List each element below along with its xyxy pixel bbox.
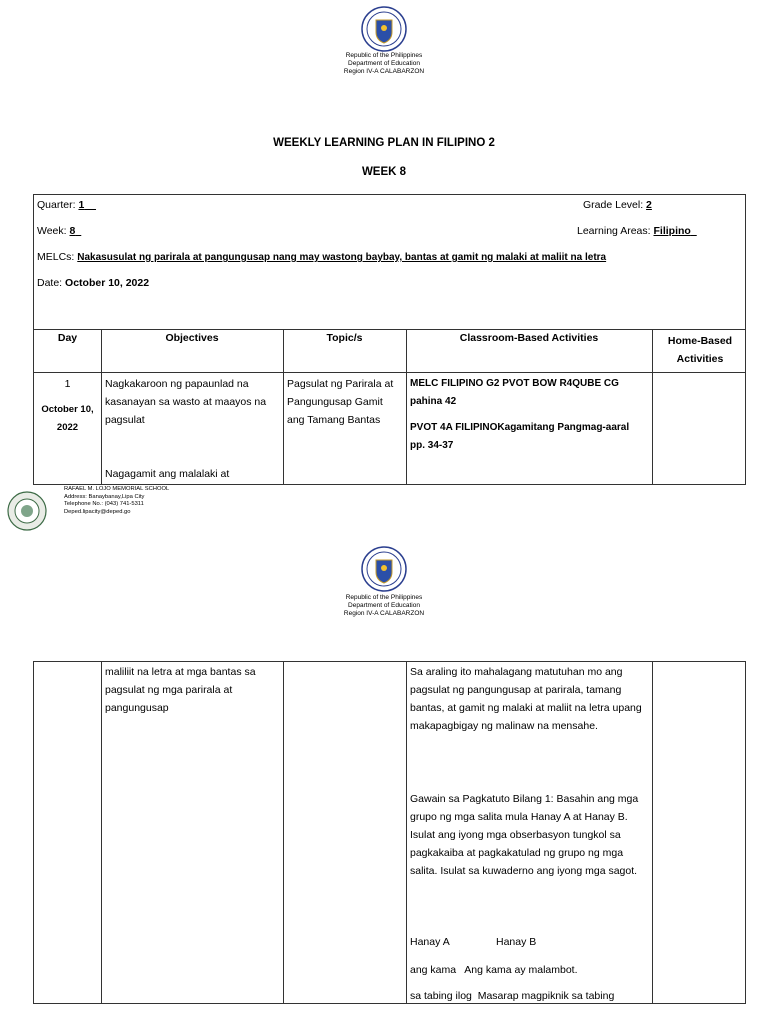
- agency-header-2: [0, 594, 768, 618]
- quarter-label: Quarter:: [37, 199, 76, 211]
- header-line-2: Department of Education: [348, 60, 420, 67]
- plan-table-continued: [33, 661, 746, 1004]
- date-value: October 10, 2022: [65, 277, 150, 289]
- col-header-day: Day: [57, 332, 78, 344]
- row1-objective-2: Nagagamit ang malalaki at: [105, 468, 230, 480]
- example-2: sa tabing ilog Masarap magpiknik sa tabing: [410, 990, 615, 1002]
- footer-school: RAFAEL M. LOJO MEMORIAL SCHOOL: [64, 486, 170, 492]
- school-seal-icon: [7, 491, 47, 531]
- school-footer: [64, 486, 169, 516]
- week-field: Week: 8_: [37, 225, 82, 237]
- week-title: WEEK 8: [361, 166, 407, 178]
- hanay-a-label: Hanay A: [410, 936, 450, 948]
- grade-label: Grade Level:: [583, 199, 644, 211]
- col-header-topics: Topic/s: [326, 332, 363, 344]
- melcs-field: [37, 251, 606, 263]
- agency-header: [0, 52, 768, 76]
- date-label: Date:: [37, 277, 63, 289]
- areas-value: Filipino: [653, 225, 691, 237]
- grade-value: 2: [646, 199, 652, 211]
- hanay-b-label: Hanay B: [496, 936, 537, 948]
- activity-paragraph-2: Gawain sa Pagkatuto Bilang 1: Basahin ang mga grupo ng mga salita mula Hanay A at Hanay B. Isulat ang iyong mga obserbasyon tungkol sa pagkakaiba at pagkakatulad ng grupo ng mga salita. Isulat sa kuwaderno ang iyong mga sagot.: [410, 793, 639, 877]
- header-line-3: Region IV-A CALABARZON: [343, 610, 425, 617]
- week-value: 8: [69, 225, 76, 237]
- header-line-1: Republic of the Philippines: [345, 52, 423, 59]
- row1-objective-continued: maliliit na letra at mga bantas sa pagsulat ng mga parirala at pangungusap: [105, 666, 256, 714]
- areas-field: Learning Areas: Filipino_: [577, 225, 697, 237]
- header-line-1: Republic of the Philippines: [345, 594, 423, 601]
- row1-date: October 10, 2022: [41, 404, 94, 433]
- row1-activity-1: MELC FILIPINO G2 PVOT BOW R4QUBE CG pahina 42: [410, 378, 619, 407]
- footer-email: Deped.lipacity@deped.go: [64, 508, 131, 515]
- header-line-3: Region IV-A CALABARZON: [343, 68, 425, 75]
- melcs-value: Nakasusulat ng parirala at pangungusap nang may wastong baybay, bantas at gamit ng malaki at maliit na letra: [77, 252, 607, 263]
- grade-field: [583, 199, 652, 211]
- activity-paragraph-1: Sa araling ito mahalagang matutuhan mo ang pagsulat ng pangungusap at parirala, tamang bantas, at gamit ng malaki at maliit na letra upang makapagbigay ng malinaw na mensahe.: [410, 666, 642, 732]
- deped-seal-icon-2: [361, 546, 407, 592]
- page-title: WEEKLY LEARNING PLAN IN FILIPINO 2: [273, 137, 495, 149]
- plan-table: [33, 194, 746, 485]
- footer-phone: Telephone No.: (043) 741-5311: [64, 501, 144, 507]
- col-header-home: Home-Based Activities: [667, 335, 733, 365]
- header-line-2: Department of Education: [348, 602, 420, 609]
- quarter-field: Quarter: 1__: [37, 199, 96, 211]
- quarter-value: 1: [78, 199, 85, 211]
- week-label: Week:: [37, 225, 67, 237]
- areas-label: Learning Areas:: [577, 225, 651, 237]
- col-header-objectives: Objectives: [165, 332, 219, 344]
- row1-topic: Pagsulat ng Parirala at Pangungusap Gamit ang Tamang Bantas: [287, 378, 394, 426]
- row1-day: 1: [64, 378, 71, 390]
- col-header-classroom: Classroom-Based Activities: [459, 332, 599, 344]
- example-1: ang kama Ang kama ay malambot.: [410, 964, 578, 976]
- date-field: [37, 277, 149, 289]
- row1-objective-1: Nagkakaroon ng papaunlad na kasanayan sa wasto at maayos na pagsulat: [105, 378, 267, 426]
- deped-seal-icon: [361, 6, 407, 52]
- melcs-label: MELCs:: [37, 251, 75, 263]
- row1-activity-2: PVOT 4A FILIPINOKagamitang Pangmag-aaral pp. 34-37: [410, 422, 630, 451]
- footer-address: Address: Banaybanay,Lipa City: [64, 493, 145, 500]
